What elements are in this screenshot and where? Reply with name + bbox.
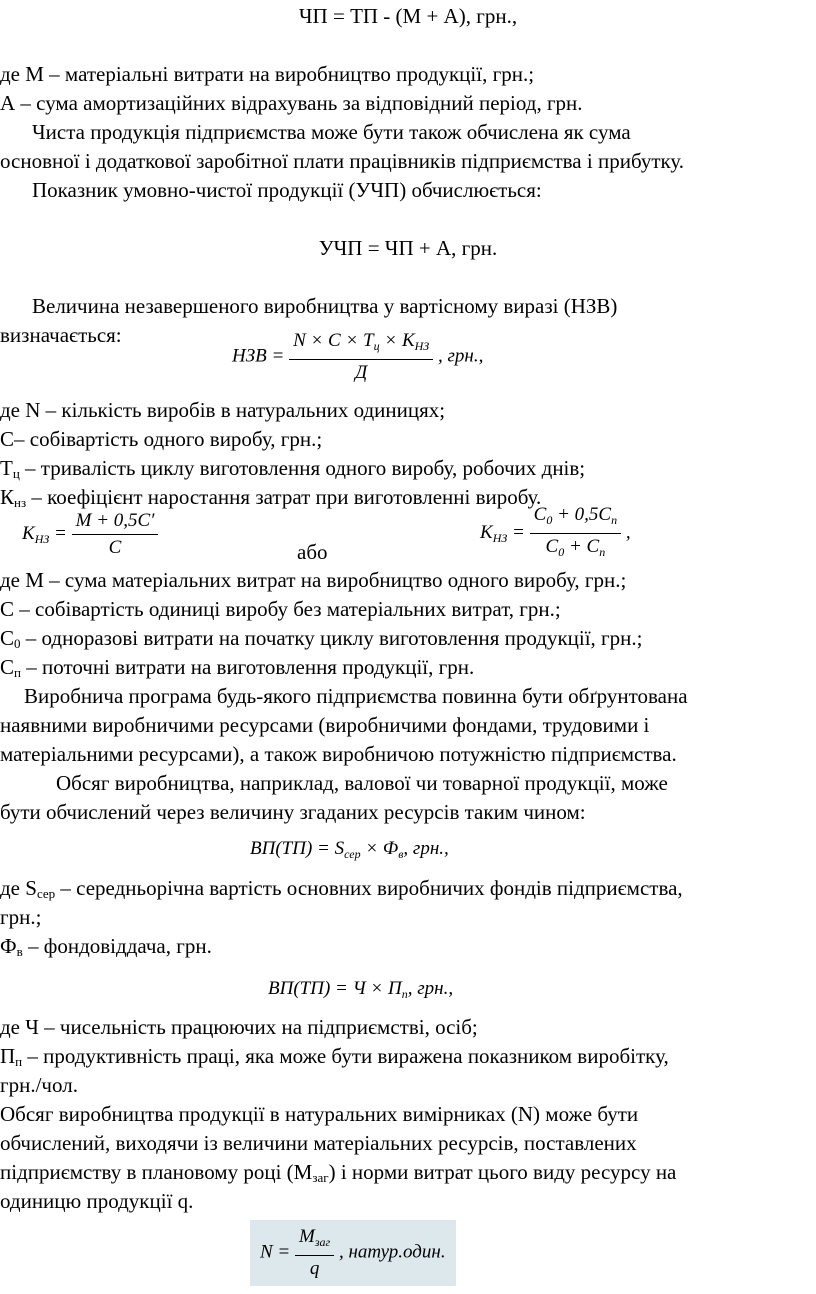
text-line: Виробнича програма будь-якого підприємства повинна бути обґрунтована <box>24 684 688 708</box>
text-line: бути обчислений через величину згаданих ресурсів таким чином: <box>0 800 586 824</box>
text-line: грн./чол. <box>0 1073 78 1097</box>
text-line: Чиста продукція підприємства може бути також обчислена як сума <box>32 120 631 144</box>
text-line: де N – кількість виробів в натуральних одиницях; <box>0 398 446 422</box>
formula-nzv-fraction <box>289 330 433 384</box>
text-line: $С_0$ – одноразові витрати на початку циклу виготовлення продукції, грн.; <box>0 626 643 651</box>
text-line: наявними виробничими ресурсами (виробничими фондами, трудовими і <box>0 713 650 737</box>
text-line: визначається: <box>0 323 122 347</box>
text-line: грн.; <box>0 905 42 929</box>
text-line: Величина незавершеного виробництва у вартісному виразі (НЗВ) <box>32 294 618 318</box>
text-line: обчислений, виходячи із величини матеріальних ресурсів, поставлених <box>0 1131 637 1155</box>
formula-knz-2: $K_{НЗ}$ = $\frac{C_0 + 0,5C_п}{C_0 + C_п}$ , <box>480 504 631 563</box>
text-line: одиницю продукції q. <box>0 1189 194 1213</box>
text-line: де М – матеріальні витрати на виробництво продукції, грн.; <box>0 62 535 86</box>
formula-vp-labour: $ВП(ТП) = Ч \times П_п$, грн., <box>268 978 454 1001</box>
text-line: матеріальними ресурсами), а також виробничою потужністю підприємства. <box>0 742 677 766</box>
text-line: С– собівартість одного виробу, грн.; <box>0 427 323 451</box>
formula-nzv <box>232 330 483 384</box>
formula-n-fraction: $\frac{M_{заг}}{q}$ <box>295 1226 334 1280</box>
text-line: Обсяг виробництва, наприклад, валової чи товарної продукції, може <box>56 771 668 795</box>
formula-nzv-tail: , грн., <box>437 345 484 367</box>
text-line: де $S_{сер}$ – середньорічна вартість основних виробничих фондів підприємства, <box>0 876 683 901</box>
formula-uchp: УЧП = ЧП + А, грн. <box>318 236 498 260</box>
text-line: підприємству в плановому році $(М_{заг})$ і норми витрат цього виду ресурсу на <box>0 1160 677 1185</box>
text-line: основної і додаткової заробітної плати працівників підприємства і прибутку. <box>0 149 685 173</box>
formula-nzv-lhs: НЗВ = <box>232 345 285 367</box>
formula-knz-1-fraction: $\frac{M + 0,5C'}{C}$ <box>72 510 159 559</box>
formula-knz-1: $K_{НЗ}$ = $\frac{M + 0,5C'}{C}$ <box>22 510 158 559</box>
text-line: Показник умовно-чистої продукції (УЧП) обчислюється: <box>32 178 542 202</box>
formula-n: N = $\frac{M_{заг}}{q}$ , натур.один. <box>250 1220 456 1286</box>
text-line: $С_п$ – поточні витрати на виготовлення продукції, грн. <box>0 655 475 680</box>
text-or: або <box>297 540 328 564</box>
formula-nzv-denominator: Д <box>355 362 368 383</box>
formula-chp: ЧП = ТП - (М + А), грн., <box>298 4 518 28</box>
text-line: С – собівартість одиниці виробу без матеріальних витрат, грн.; <box>0 597 561 621</box>
formula-vp-fonds: $ВП(ТП) = S_{сер} \times Ф_в$, грн., <box>250 838 449 861</box>
text-line: $К_{нз}$ – коефіцієнт наростання затрат при виготовленні виробу. <box>0 485 542 510</box>
formula-knz-2-fraction: $\frac{C_0 + 0,5C_п}{C_0 + C_п}$ <box>530 504 621 563</box>
text-line: $Ф_в$ – фондовіддача, грн. <box>0 934 212 959</box>
text-line: $Т_ц$ – тривалість циклу виготовлення одного виробу, робочих днів; <box>0 456 586 481</box>
text-line: $П_п$ – продуктивність праці, яка може бути виражена показником виробітку, <box>0 1044 669 1069</box>
text-line: де М – сума матеріальних витрат на виробництво одного виробу, грн.; <box>0 568 627 592</box>
text-line: де Ч – чисельність працюючих на підприємстві, осіб; <box>0 1015 478 1039</box>
text-line: Обсяг виробництва продукції в натуральних вимірниках (N) може бути <box>0 1102 639 1126</box>
formula-nzv-numerator: $N \times C \times T_ц \times K_{НЗ}$ <box>289 330 433 360</box>
text-line: А – сума амортизаційних відрахувань за відповідний період, грн. <box>0 91 583 115</box>
